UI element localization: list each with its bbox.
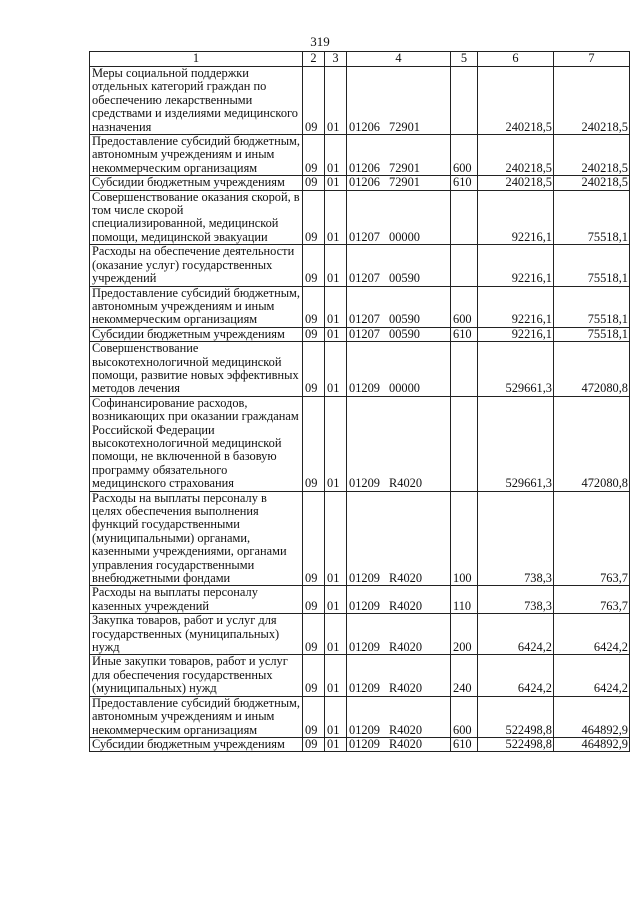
table-body bbox=[90, 67, 630, 752]
row-section-cell: 09 bbox=[303, 135, 325, 176]
target-article-program: 01209 bbox=[349, 681, 380, 696]
header-cell: 4 bbox=[347, 52, 451, 67]
target-article-program: 01209 bbox=[349, 571, 380, 586]
target-article-direction: R4020 bbox=[389, 736, 423, 751]
header-cell: 3 bbox=[325, 52, 347, 67]
row-name-cell: Предоставление субсидий бюджетным, автономным учреждениям и иным некоммерческим организациям bbox=[90, 286, 303, 327]
row-amount-1-cell: 738,3 bbox=[478, 491, 554, 586]
row-expense-type-cell: 240 bbox=[451, 655, 478, 696]
table-row bbox=[90, 342, 630, 397]
row-section-cell: 09 bbox=[303, 614, 325, 655]
row-amount-1-cell: 240218,5 bbox=[478, 135, 554, 176]
row-name-cell: Меры социальной поддержки отдельных категорий граждан по обеспечению лекарственными средствами и изделиями медицинского назначения bbox=[90, 67, 303, 135]
row-amount-1-cell: 529661,3 bbox=[478, 396, 554, 491]
row-expense-type-cell bbox=[451, 245, 478, 286]
row-amount-2-cell: 464892,9 bbox=[554, 696, 630, 737]
table-row bbox=[90, 190, 630, 245]
row-amount-1-cell: 92216,1 bbox=[478, 245, 554, 286]
row-amount-1-cell: 529661,3 bbox=[478, 342, 554, 397]
table-row bbox=[90, 614, 630, 655]
row-amount-2-cell: 472080,8 bbox=[554, 342, 630, 397]
row-amount-2-cell: 763,7 bbox=[554, 586, 630, 614]
header-cell: 6 bbox=[478, 52, 554, 67]
row-subsection-cell: 01 bbox=[325, 737, 347, 751]
target-article-program: 01209 bbox=[349, 640, 380, 655]
row-expense-type-cell: 600 bbox=[451, 135, 478, 176]
target-article-direction: 72901 bbox=[389, 175, 420, 190]
row-section-cell: 09 bbox=[303, 327, 325, 341]
row-section-cell: 09 bbox=[303, 696, 325, 737]
row-name-cell: Субсидии бюджетным учреждениям bbox=[90, 737, 303, 751]
row-amount-2-cell: 75518,1 bbox=[554, 245, 630, 286]
row-section-cell: 09 bbox=[303, 586, 325, 614]
table-row bbox=[90, 586, 630, 614]
row-expense-type-cell: 200 bbox=[451, 614, 478, 655]
row-subsection-cell: 01 bbox=[325, 614, 347, 655]
row-section-cell: 09 bbox=[303, 342, 325, 397]
budget-table bbox=[89, 51, 630, 752]
table-row bbox=[90, 396, 630, 491]
table-row bbox=[90, 245, 630, 286]
target-article-direction: 72901 bbox=[389, 119, 420, 134]
target-article-direction: 72901 bbox=[389, 160, 420, 175]
row-target-article-cell bbox=[347, 614, 451, 655]
row-expense-type-cell: 610 bbox=[451, 327, 478, 341]
row-target-article-cell bbox=[347, 655, 451, 696]
target-article-direction: R4020 bbox=[389, 640, 423, 655]
row-section-cell: 09 bbox=[303, 286, 325, 327]
target-article-direction: R4020 bbox=[389, 571, 423, 586]
row-amount-1-cell: 92216,1 bbox=[478, 286, 554, 327]
row-amount-2-cell: 75518,1 bbox=[554, 286, 630, 327]
row-target-article-cell bbox=[347, 135, 451, 176]
row-amount-2-cell: 464892,9 bbox=[554, 737, 630, 751]
row-expense-type-cell: 600 bbox=[451, 286, 478, 327]
row-subsection-cell: 01 bbox=[325, 342, 347, 397]
row-expense-type-cell bbox=[451, 396, 478, 491]
row-amount-2-cell: 6424,2 bbox=[554, 655, 630, 696]
header-cell: 5 bbox=[451, 52, 478, 67]
header-cell: 2 bbox=[303, 52, 325, 67]
row-section-cell: 09 bbox=[303, 396, 325, 491]
row-amount-2-cell: 240218,5 bbox=[554, 135, 630, 176]
row-target-article-cell bbox=[347, 245, 451, 286]
table-row bbox=[90, 286, 630, 327]
target-article-direction: 00000 bbox=[389, 381, 420, 396]
row-subsection-cell: 01 bbox=[325, 176, 347, 190]
row-section-cell: 09 bbox=[303, 176, 325, 190]
row-target-article-cell bbox=[347, 396, 451, 491]
target-article-program: 01206 bbox=[349, 175, 380, 190]
table-row bbox=[90, 696, 630, 737]
target-article-program: 01207 bbox=[349, 229, 380, 244]
target-article-direction: 00590 bbox=[389, 312, 420, 327]
target-article-program: 01209 bbox=[349, 736, 380, 751]
row-name-cell: Иные закупки товаров, работ и услуг для обеспечения государственных (муниципальных) нужд bbox=[90, 655, 303, 696]
row-amount-2-cell: 472080,8 bbox=[554, 396, 630, 491]
row-section-cell: 09 bbox=[303, 491, 325, 586]
row-name-cell: Расходы на выплаты персоналу в целях обеспечения выполнения функций государственными (муниципальными) органами, казенными учреждениями, органами управления государственными внебюджетными фондами bbox=[90, 491, 303, 586]
table-row bbox=[90, 737, 630, 751]
row-subsection-cell: 01 bbox=[325, 655, 347, 696]
target-article-program: 01207 bbox=[349, 271, 380, 286]
row-section-cell: 09 bbox=[303, 655, 325, 696]
row-target-article-cell bbox=[347, 737, 451, 751]
target-article-direction: 00590 bbox=[389, 326, 420, 341]
row-name-cell: Совершенствование высокотехнологичной медицинской помощи, развитие новых эффективных методов лечения bbox=[90, 342, 303, 397]
row-name-cell: Субсидии бюджетным учреждениям bbox=[90, 327, 303, 341]
row-amount-2-cell: 240218,5 bbox=[554, 176, 630, 190]
target-article-direction: R4020 bbox=[389, 722, 423, 737]
row-amount-2-cell: 763,7 bbox=[554, 491, 630, 586]
row-subsection-cell: 01 bbox=[325, 67, 347, 135]
row-target-article-cell bbox=[347, 491, 451, 586]
row-subsection-cell: 01 bbox=[325, 135, 347, 176]
header-row bbox=[90, 52, 630, 67]
row-amount-2-cell: 240218,5 bbox=[554, 67, 630, 135]
row-target-article-cell bbox=[347, 176, 451, 190]
row-subsection-cell: 01 bbox=[325, 327, 347, 341]
row-subsection-cell: 01 bbox=[325, 396, 347, 491]
target-article-direction: 00590 bbox=[389, 271, 420, 286]
row-amount-1-cell: 6424,2 bbox=[478, 614, 554, 655]
row-amount-2-cell: 75518,1 bbox=[554, 327, 630, 341]
header-cell: 7 bbox=[554, 52, 630, 67]
row-target-article-cell bbox=[347, 342, 451, 397]
row-target-article-cell bbox=[347, 190, 451, 245]
target-article-program: 01209 bbox=[349, 381, 380, 396]
row-amount-2-cell: 6424,2 bbox=[554, 614, 630, 655]
row-subsection-cell: 01 bbox=[325, 190, 347, 245]
target-article-program: 01206 bbox=[349, 119, 380, 134]
row-subsection-cell: 01 bbox=[325, 586, 347, 614]
row-subsection-cell: 01 bbox=[325, 286, 347, 327]
row-expense-type-cell: 610 bbox=[451, 176, 478, 190]
row-amount-1-cell: 240218,5 bbox=[478, 176, 554, 190]
table-row bbox=[90, 491, 630, 586]
target-article-direction: 00000 bbox=[389, 229, 420, 244]
row-amount-1-cell: 92216,1 bbox=[478, 190, 554, 245]
row-subsection-cell: 01 bbox=[325, 491, 347, 586]
row-amount-1-cell: 522498,8 bbox=[478, 737, 554, 751]
row-expense-type-cell bbox=[451, 67, 478, 135]
row-target-article-cell bbox=[347, 67, 451, 135]
row-name-cell: Расходы на выплаты персоналу казенных учреждений bbox=[90, 586, 303, 614]
row-expense-type-cell: 610 bbox=[451, 737, 478, 751]
row-amount-1-cell: 240218,5 bbox=[478, 67, 554, 135]
target-article-program: 01209 bbox=[349, 722, 380, 737]
target-article-direction: R4020 bbox=[389, 681, 423, 696]
row-amount-1-cell: 522498,8 bbox=[478, 696, 554, 737]
table-row bbox=[90, 176, 630, 190]
row-section-cell: 09 bbox=[303, 245, 325, 286]
row-expense-type-cell: 600 bbox=[451, 696, 478, 737]
row-target-article-cell bbox=[347, 586, 451, 614]
row-expense-type-cell bbox=[451, 342, 478, 397]
target-article-direction: R4020 bbox=[389, 598, 423, 613]
row-amount-1-cell: 92216,1 bbox=[478, 327, 554, 341]
row-subsection-cell: 01 bbox=[325, 696, 347, 737]
target-article-direction: R4020 bbox=[389, 476, 423, 491]
row-name-cell: Софинансирование расходов, возникающих при оказании гражданам Российской Федерации высокотехнологичной медицинской помощи, не включенной в базовую программу обязательного медицинского страхования bbox=[90, 396, 303, 491]
target-article-program: 01207 bbox=[349, 312, 380, 327]
row-target-article-cell bbox=[347, 696, 451, 737]
row-subsection-cell: 01 bbox=[325, 245, 347, 286]
table-row bbox=[90, 327, 630, 341]
row-target-article-cell bbox=[347, 327, 451, 341]
row-name-cell: Субсидии бюджетным учреждениям bbox=[90, 176, 303, 190]
row-expense-type-cell bbox=[451, 190, 478, 245]
row-target-article-cell bbox=[347, 286, 451, 327]
table-row bbox=[90, 67, 630, 135]
table-row bbox=[90, 135, 630, 176]
row-amount-2-cell: 75518,1 bbox=[554, 190, 630, 245]
row-section-cell: 09 bbox=[303, 67, 325, 135]
row-name-cell: Предоставление субсидий бюджетным, автономным учреждениям и иным некоммерческим организациям bbox=[90, 696, 303, 737]
row-name-cell: Совершенствование оказания скорой, в том числе скорой специализированной, медицинской помощи, медицинской эвакуации bbox=[90, 190, 303, 245]
target-article-program: 01206 bbox=[349, 160, 380, 175]
row-expense-type-cell: 100 bbox=[451, 491, 478, 586]
target-article-program: 01209 bbox=[349, 598, 380, 613]
row-name-cell: Закупка товаров, работ и услуг для государственных (муниципальных) нужд bbox=[90, 614, 303, 655]
header-cell: 1 bbox=[90, 52, 303, 67]
target-article-program: 01209 bbox=[349, 476, 380, 491]
row-expense-type-cell: 110 bbox=[451, 586, 478, 614]
row-amount-1-cell: 738,3 bbox=[478, 586, 554, 614]
row-section-cell: 09 bbox=[303, 190, 325, 245]
row-section-cell: 09 bbox=[303, 737, 325, 751]
row-name-cell: Расходы на обеспечение деятельности (оказание услуг) государственных учреждений bbox=[90, 245, 303, 286]
page-number: 319 bbox=[310, 34, 330, 49]
row-amount-1-cell: 6424,2 bbox=[478, 655, 554, 696]
row-name-cell: Предоставление субсидий бюджетным, автономным учреждениям и иным некоммерческим организациям bbox=[90, 135, 303, 176]
target-article-program: 01207 bbox=[349, 326, 380, 341]
table-row bbox=[90, 655, 630, 696]
